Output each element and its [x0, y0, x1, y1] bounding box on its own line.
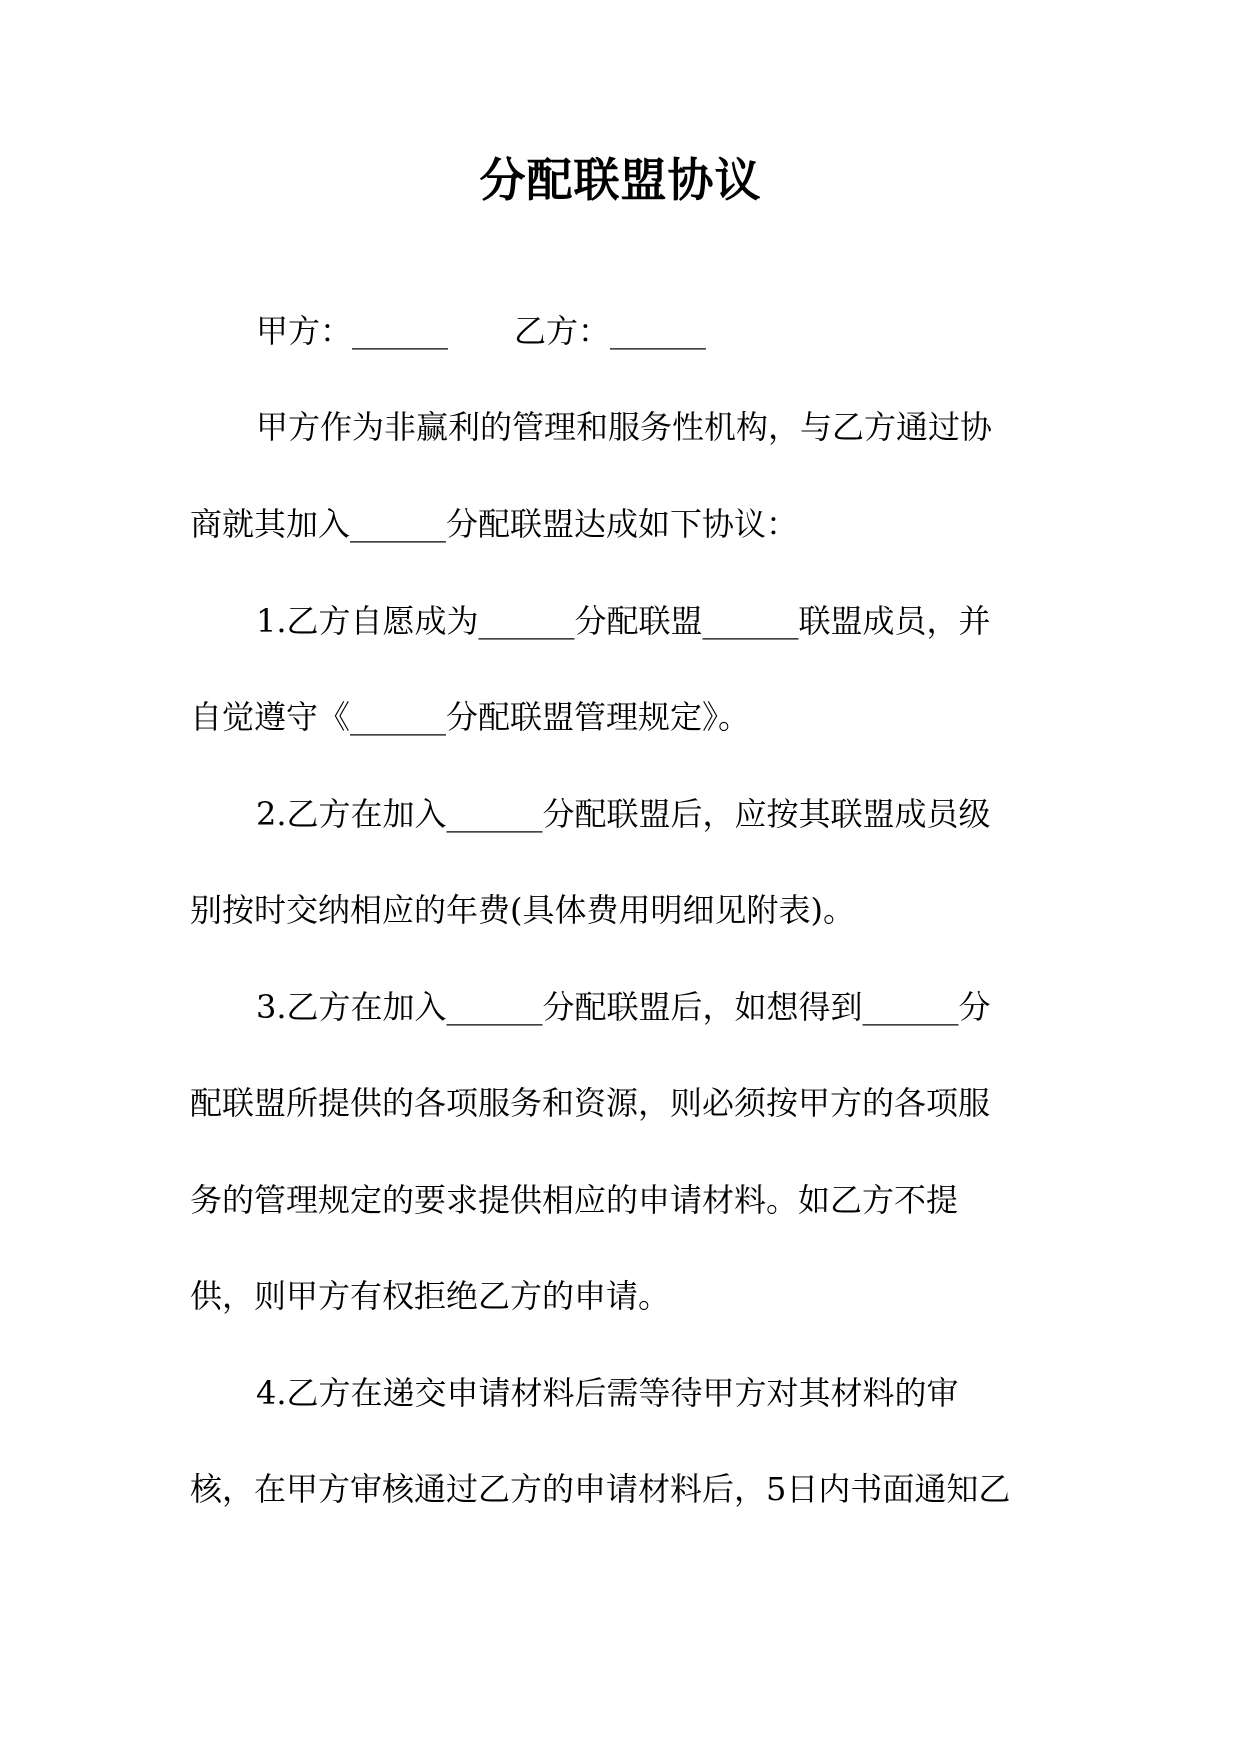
clause-3-line-3: 务的管理规定的要求提供相应的申请材料。如乙方不提 — [190, 1181, 959, 1219]
clause-1-line-1: 1.乙方自愿成为______分配联盟______联盟成员，并 — [256, 602, 991, 640]
paragraph-intro-line-2: 商就其加入______分配联盟达成如下协议： — [190, 505, 799, 543]
clause-2-line-2: 别按时交纳相应的年费(具体费用明细见附表)。 — [190, 891, 855, 929]
clause-3-line-1: 3.乙方在加入______分配联盟后，如想得到______分 — [256, 988, 991, 1026]
clause-1-line-2: 自觉遵守《______分配联盟管理规定》。 — [190, 698, 751, 736]
party-a-label: 甲方：______ — [256, 312, 449, 350]
clause-2-line-1: 2.乙方在加入______分配联盟后，应按其联盟成员级 — [256, 795, 991, 833]
party-b-label: 乙方：______ — [514, 312, 707, 350]
document-title: 分配联盟协议 — [479, 153, 762, 207]
clause-3-line-2: 配联盟所提供的各项服务和资源，则必须按甲方的各项服 — [190, 1084, 991, 1122]
clause-4-line-1: 4.乙方在递交申请材料后需等待甲方对其材料的审 — [256, 1374, 959, 1412]
parties-line — [256, 311, 706, 351]
clause-3-line-4: 供，则甲方有权拒绝乙方的申请。 — [190, 1277, 671, 1315]
paragraph-intro-line-1: 甲方作为非赢利的管理和服务性机构，与乙方通过协 — [256, 408, 993, 446]
clause-4-line-2: 核，在甲方审核通过乙方的申请材料后，5日内书面通知乙 — [190, 1470, 1011, 1508]
